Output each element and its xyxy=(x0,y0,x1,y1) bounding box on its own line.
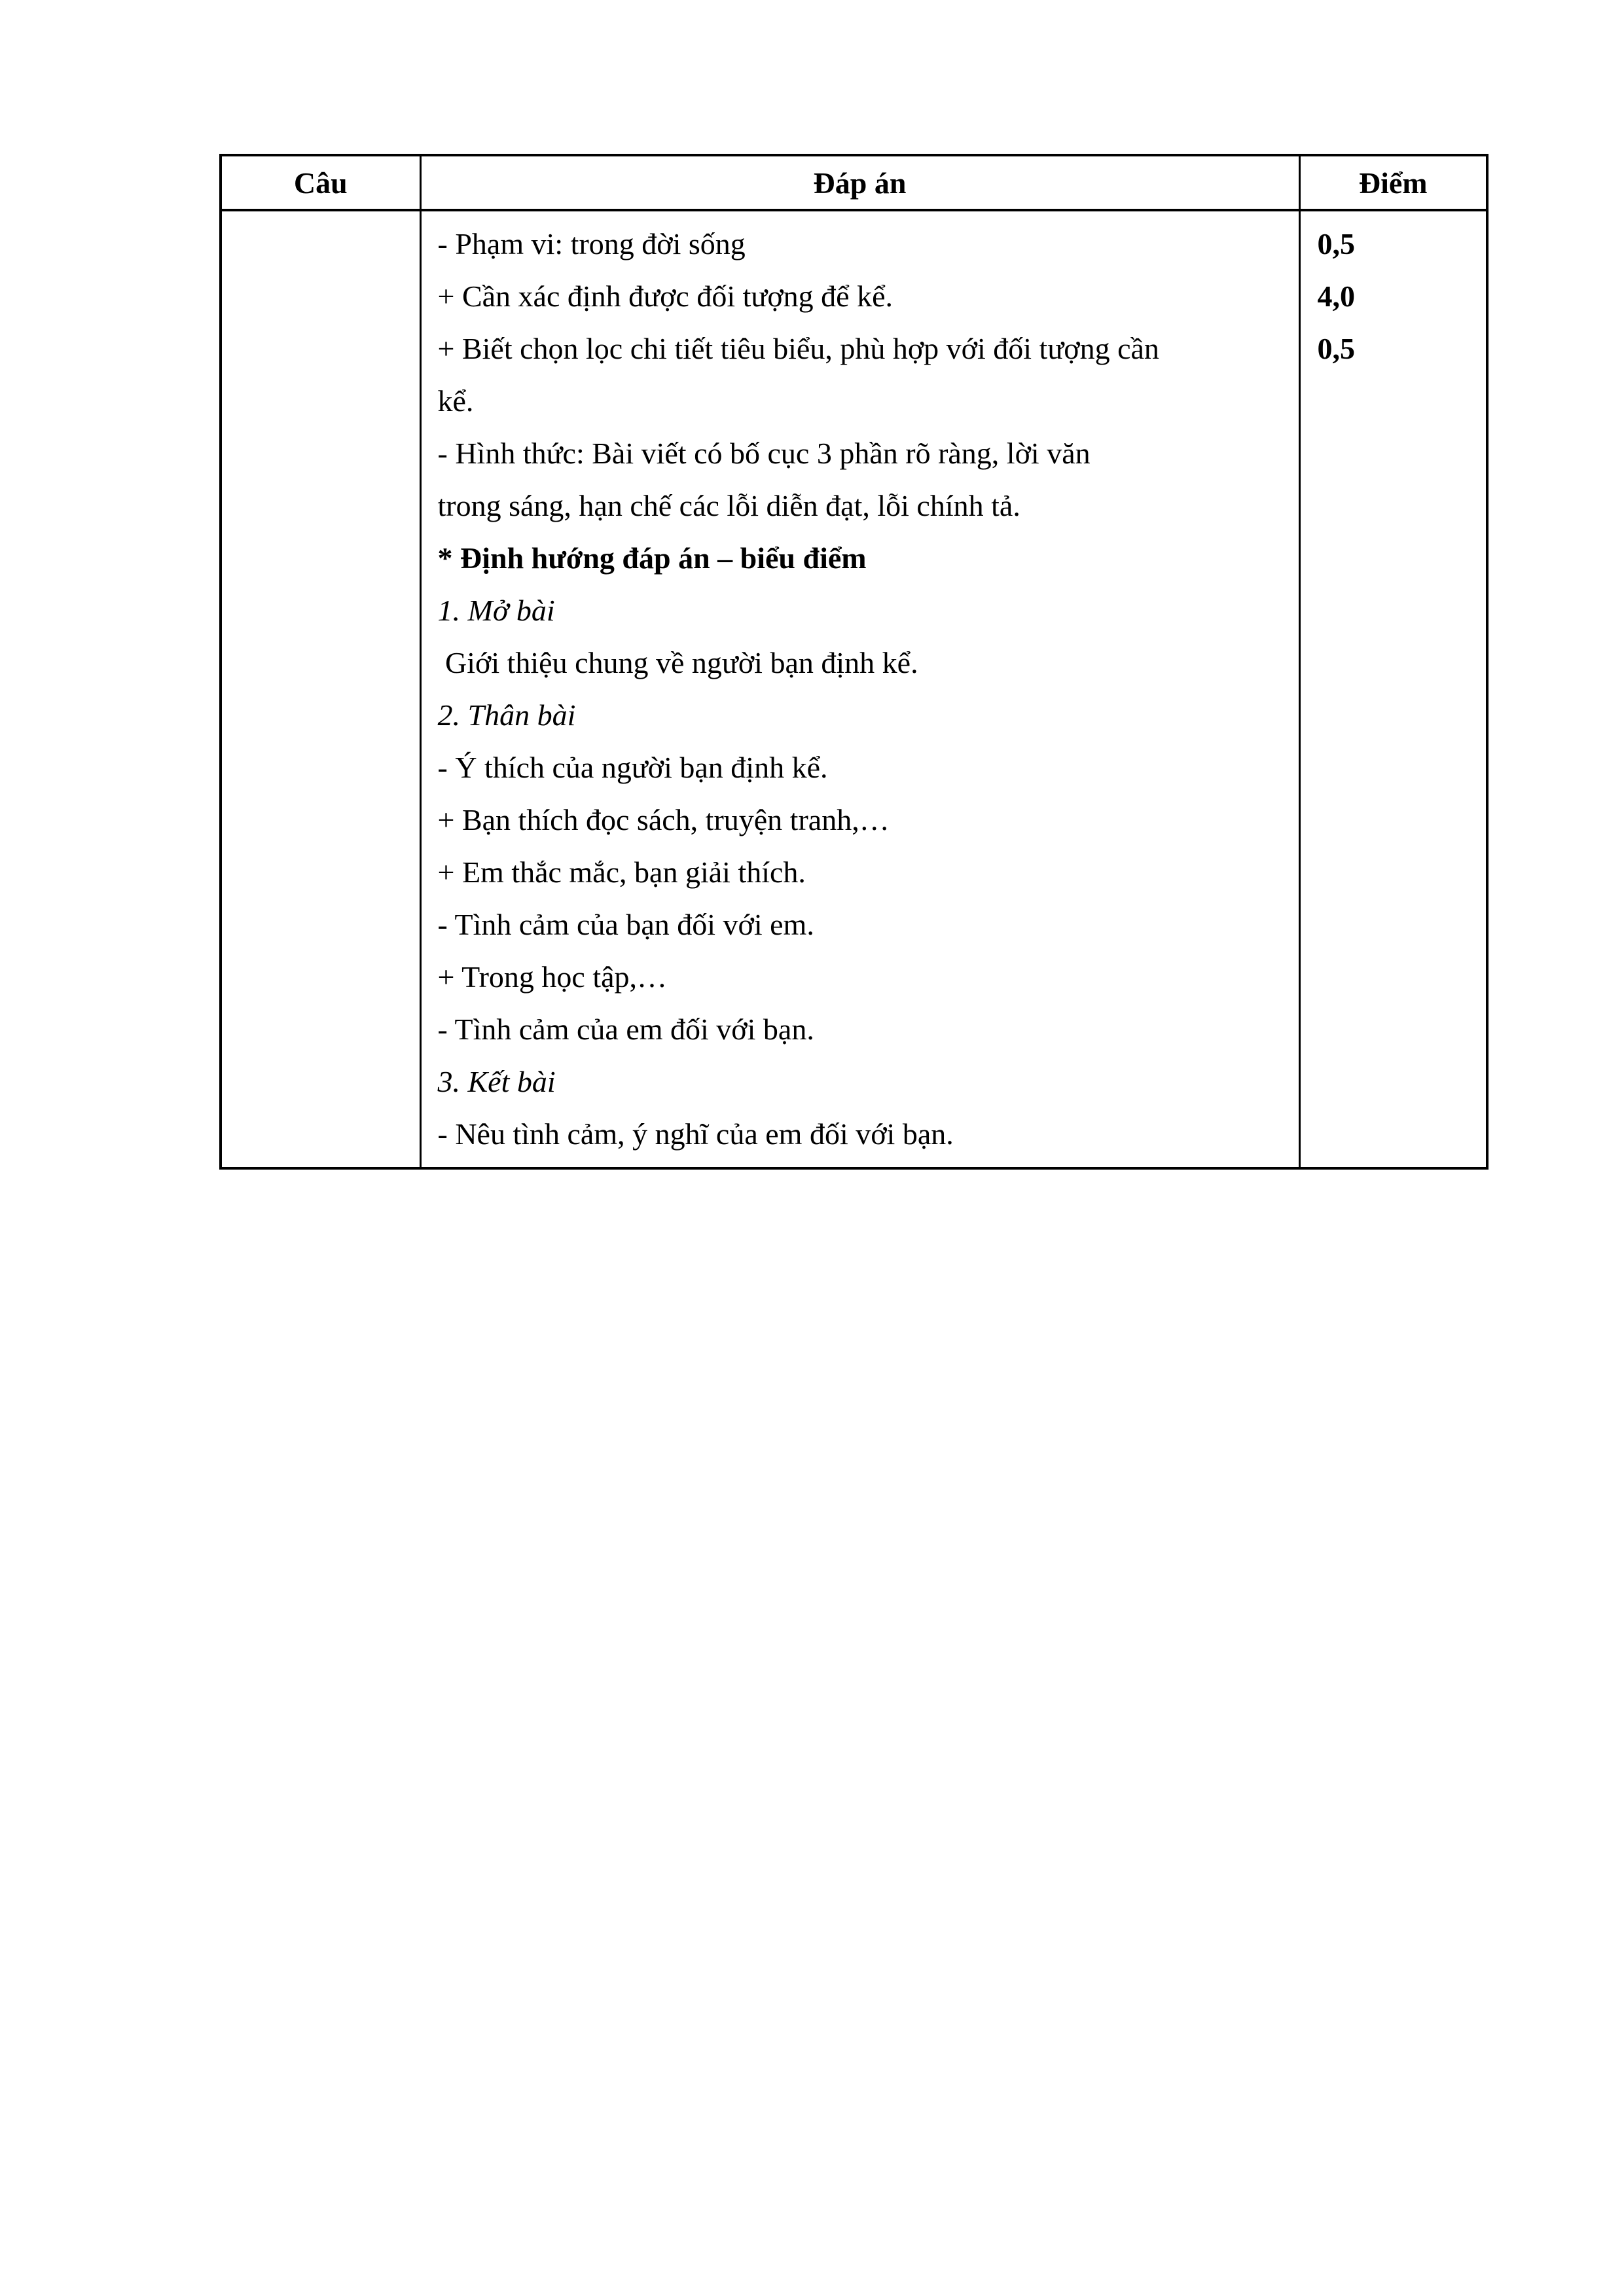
answer-line: + Trong học tập,… xyxy=(437,960,668,994)
answer-cell xyxy=(420,210,1299,1168)
answer-key-table xyxy=(219,154,1489,1170)
answer-line: + Bạn thích đọc sách, truyện tranh,… xyxy=(437,803,890,836)
answer-line: + Biết chọn lọc chi tiết tiêu biểu, phù hợp với đối tượng cần xyxy=(437,332,1159,365)
answer-line: trong sáng, hạn chế các lỗi diễn đạt, lỗi chính tả. xyxy=(437,489,1020,522)
score-cell xyxy=(1299,210,1487,1168)
answer-line: - Tình cảm của bạn đối với em. xyxy=(437,908,814,941)
answer-line: 2. Thân bài xyxy=(437,698,576,732)
table-body xyxy=(221,210,1487,1168)
score-value: 0,5 xyxy=(1317,332,1355,365)
header-dapan: Đáp án xyxy=(420,155,1299,210)
score-value: 0,5 xyxy=(1317,227,1355,260)
table-header xyxy=(221,155,1487,210)
header-row xyxy=(221,155,1487,210)
answer-line: 3. Kết bài xyxy=(437,1065,556,1098)
table-row xyxy=(221,210,1487,1168)
answer-line: - Hình thức: Bài viết có bố cục 3 phần rõ ràng, lời văn xyxy=(437,437,1091,470)
answer-line: - Ý thích của người bạn định kể. xyxy=(437,751,828,784)
answer-line: + Cần xác định được đối tượng để kể. xyxy=(437,279,893,313)
score-value: 4,0 xyxy=(1317,279,1355,313)
answer-line: kể. xyxy=(437,384,474,418)
answer-line: Giới thiệu chung về người bạn định kể. xyxy=(437,646,918,679)
answer-line: 1. Mở bài xyxy=(437,594,555,627)
header-diem: Điểm xyxy=(1299,155,1487,210)
header-cau: Câu xyxy=(221,155,420,210)
answer-line: * Định hướng đáp án – biểu điểm xyxy=(437,541,867,575)
question-cell xyxy=(221,210,420,1168)
answer-line: - Tình cảm của em đối với bạn. xyxy=(437,1013,814,1046)
answer-line: - Phạm vi: trong đời sống xyxy=(437,227,746,260)
answer-line: - Nêu tình cảm, ý nghĩ của em đối với bạn. xyxy=(437,1117,954,1151)
answer-line: + Em thắc mắc, bạn giải thích. xyxy=(437,855,806,889)
